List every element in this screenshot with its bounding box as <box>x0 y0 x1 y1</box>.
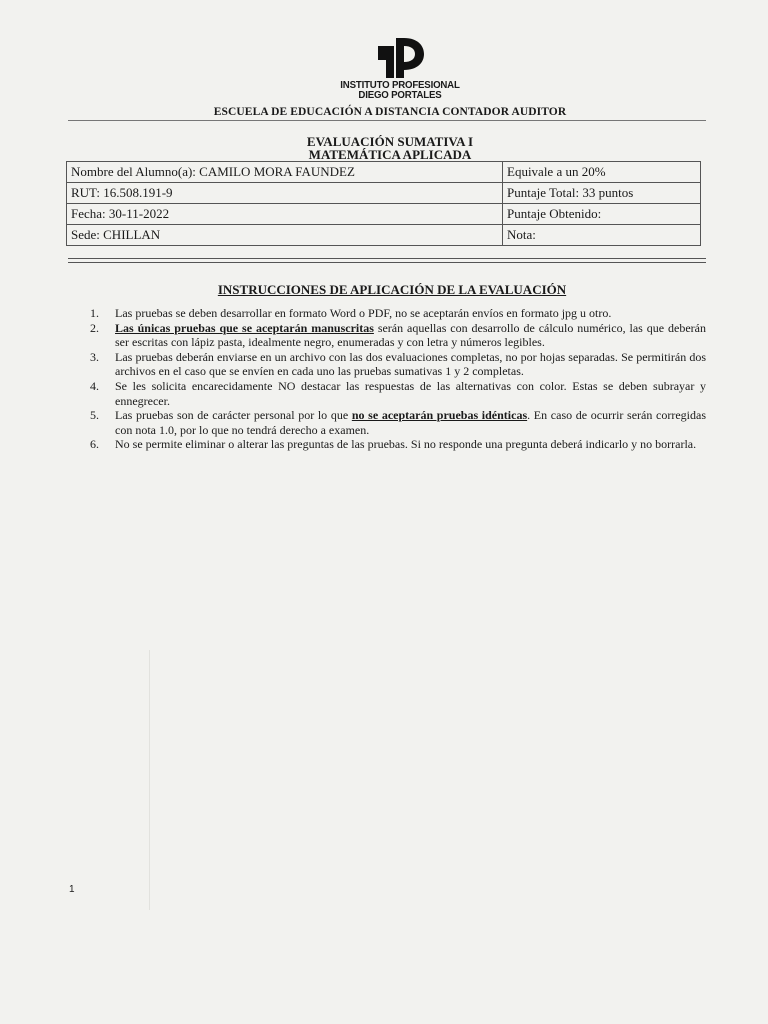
item-text: Se les solicita encarecidamente NO destacar las respuestas de las alternativas con color. Estas se deben subrayar y ennegrecer. <box>115 378 706 408</box>
rut-cell: RUT: 16.508.191-9 <box>67 183 503 204</box>
student-name-cell: Nombre del Alumno(a): CAMILO MORA FAUNDEZ <box>67 162 503 183</box>
page-number: 1 <box>69 884 75 895</box>
obtained-score-cell: Puntaje Obtenido: <box>503 204 701 225</box>
item-text: Las pruebas se deben desarrollar en formato Word o PDF, no se aceptarán envíos en formato jpg u otro. <box>115 306 612 320</box>
list-item <box>90 321 706 350</box>
section-divider-top <box>68 258 706 259</box>
list-item <box>90 306 706 321</box>
item-number: 4. <box>90 378 99 393</box>
list-item <box>90 437 706 452</box>
table-row <box>67 162 701 183</box>
institute-line-2: DIEGO PORTALES <box>358 89 442 101</box>
list-item <box>90 350 706 379</box>
header-divider <box>68 120 706 121</box>
item-text: No se permite eliminar o alterar las preguntas de las pruebas. Si no responde una pregunta deberá indicarlo y no borrarla. <box>115 437 697 452</box>
instructions-title: INSTRUCCIONES DE APLICACIÓN DE LA EVALUACIÓN <box>217 282 567 297</box>
institute-line-1: INSTITUTO PROFESIONAL <box>340 79 460 91</box>
item-emphasis: Las únicas pruebas que se aceptarán manuscritas <box>115 320 374 335</box>
student-info-table <box>66 161 701 246</box>
weight-cell: Equivale a un 20% <box>503 162 701 183</box>
scan-artifact <box>149 650 150 910</box>
item-text: . En caso de ocurrir serán corregidas con nota 1.0, por lo que no tendrá derecho a examen. <box>115 408 707 437</box>
section-divider-bottom <box>68 262 706 263</box>
campus-cell: Sede: CHILLAN <box>67 225 503 246</box>
total-score-cell: Puntaje Total: 33 puntos <box>503 183 701 204</box>
item-number: 1. <box>90 306 99 320</box>
item-text: Las pruebas son de carácter personal por lo que <box>115 408 352 423</box>
item-number: 6. <box>90 437 99 452</box>
item-emphasis: no se aceptarán pruebas idénticas <box>351 408 528 423</box>
instructions-list <box>90 306 706 452</box>
date-cell: Fecha: 30-11-2022 <box>67 204 503 225</box>
school-name: ESCUELA DE EDUCACIÓN A DISTANCIA CONTADOR AUDITOR <box>213 106 567 118</box>
item-number: 2. <box>90 320 99 335</box>
item-text: Las pruebas deberán enviarse en un archivo con las dos evaluaciones completas, no por hojas separadas. Se permitirán dos archivos en el caso que se envíen en cada uno las pruebas sumativas 1 y 2 completas. <box>115 349 706 379</box>
grade-cell: Nota: <box>503 225 701 246</box>
table-row <box>67 225 701 246</box>
table-row <box>67 183 701 204</box>
exam-title: EVALUACIÓN SUMATIVA I <box>306 134 474 149</box>
table-row <box>67 204 701 225</box>
list-item <box>90 379 706 408</box>
list-item <box>90 408 706 437</box>
dp-logo-icon <box>372 38 424 78</box>
item-number: 3. <box>90 349 99 364</box>
item-number: 5. <box>90 408 99 423</box>
institute-name <box>308 80 492 100</box>
item-text: serán aquellas con desarrollo de cálculo numérico, las que deberán ser escritas con lápiz pasta, idealmente negro, enumeradas y con letra y números legibles. <box>115 320 706 350</box>
course-title: MATEMÁTICA APLICADA <box>308 147 472 162</box>
